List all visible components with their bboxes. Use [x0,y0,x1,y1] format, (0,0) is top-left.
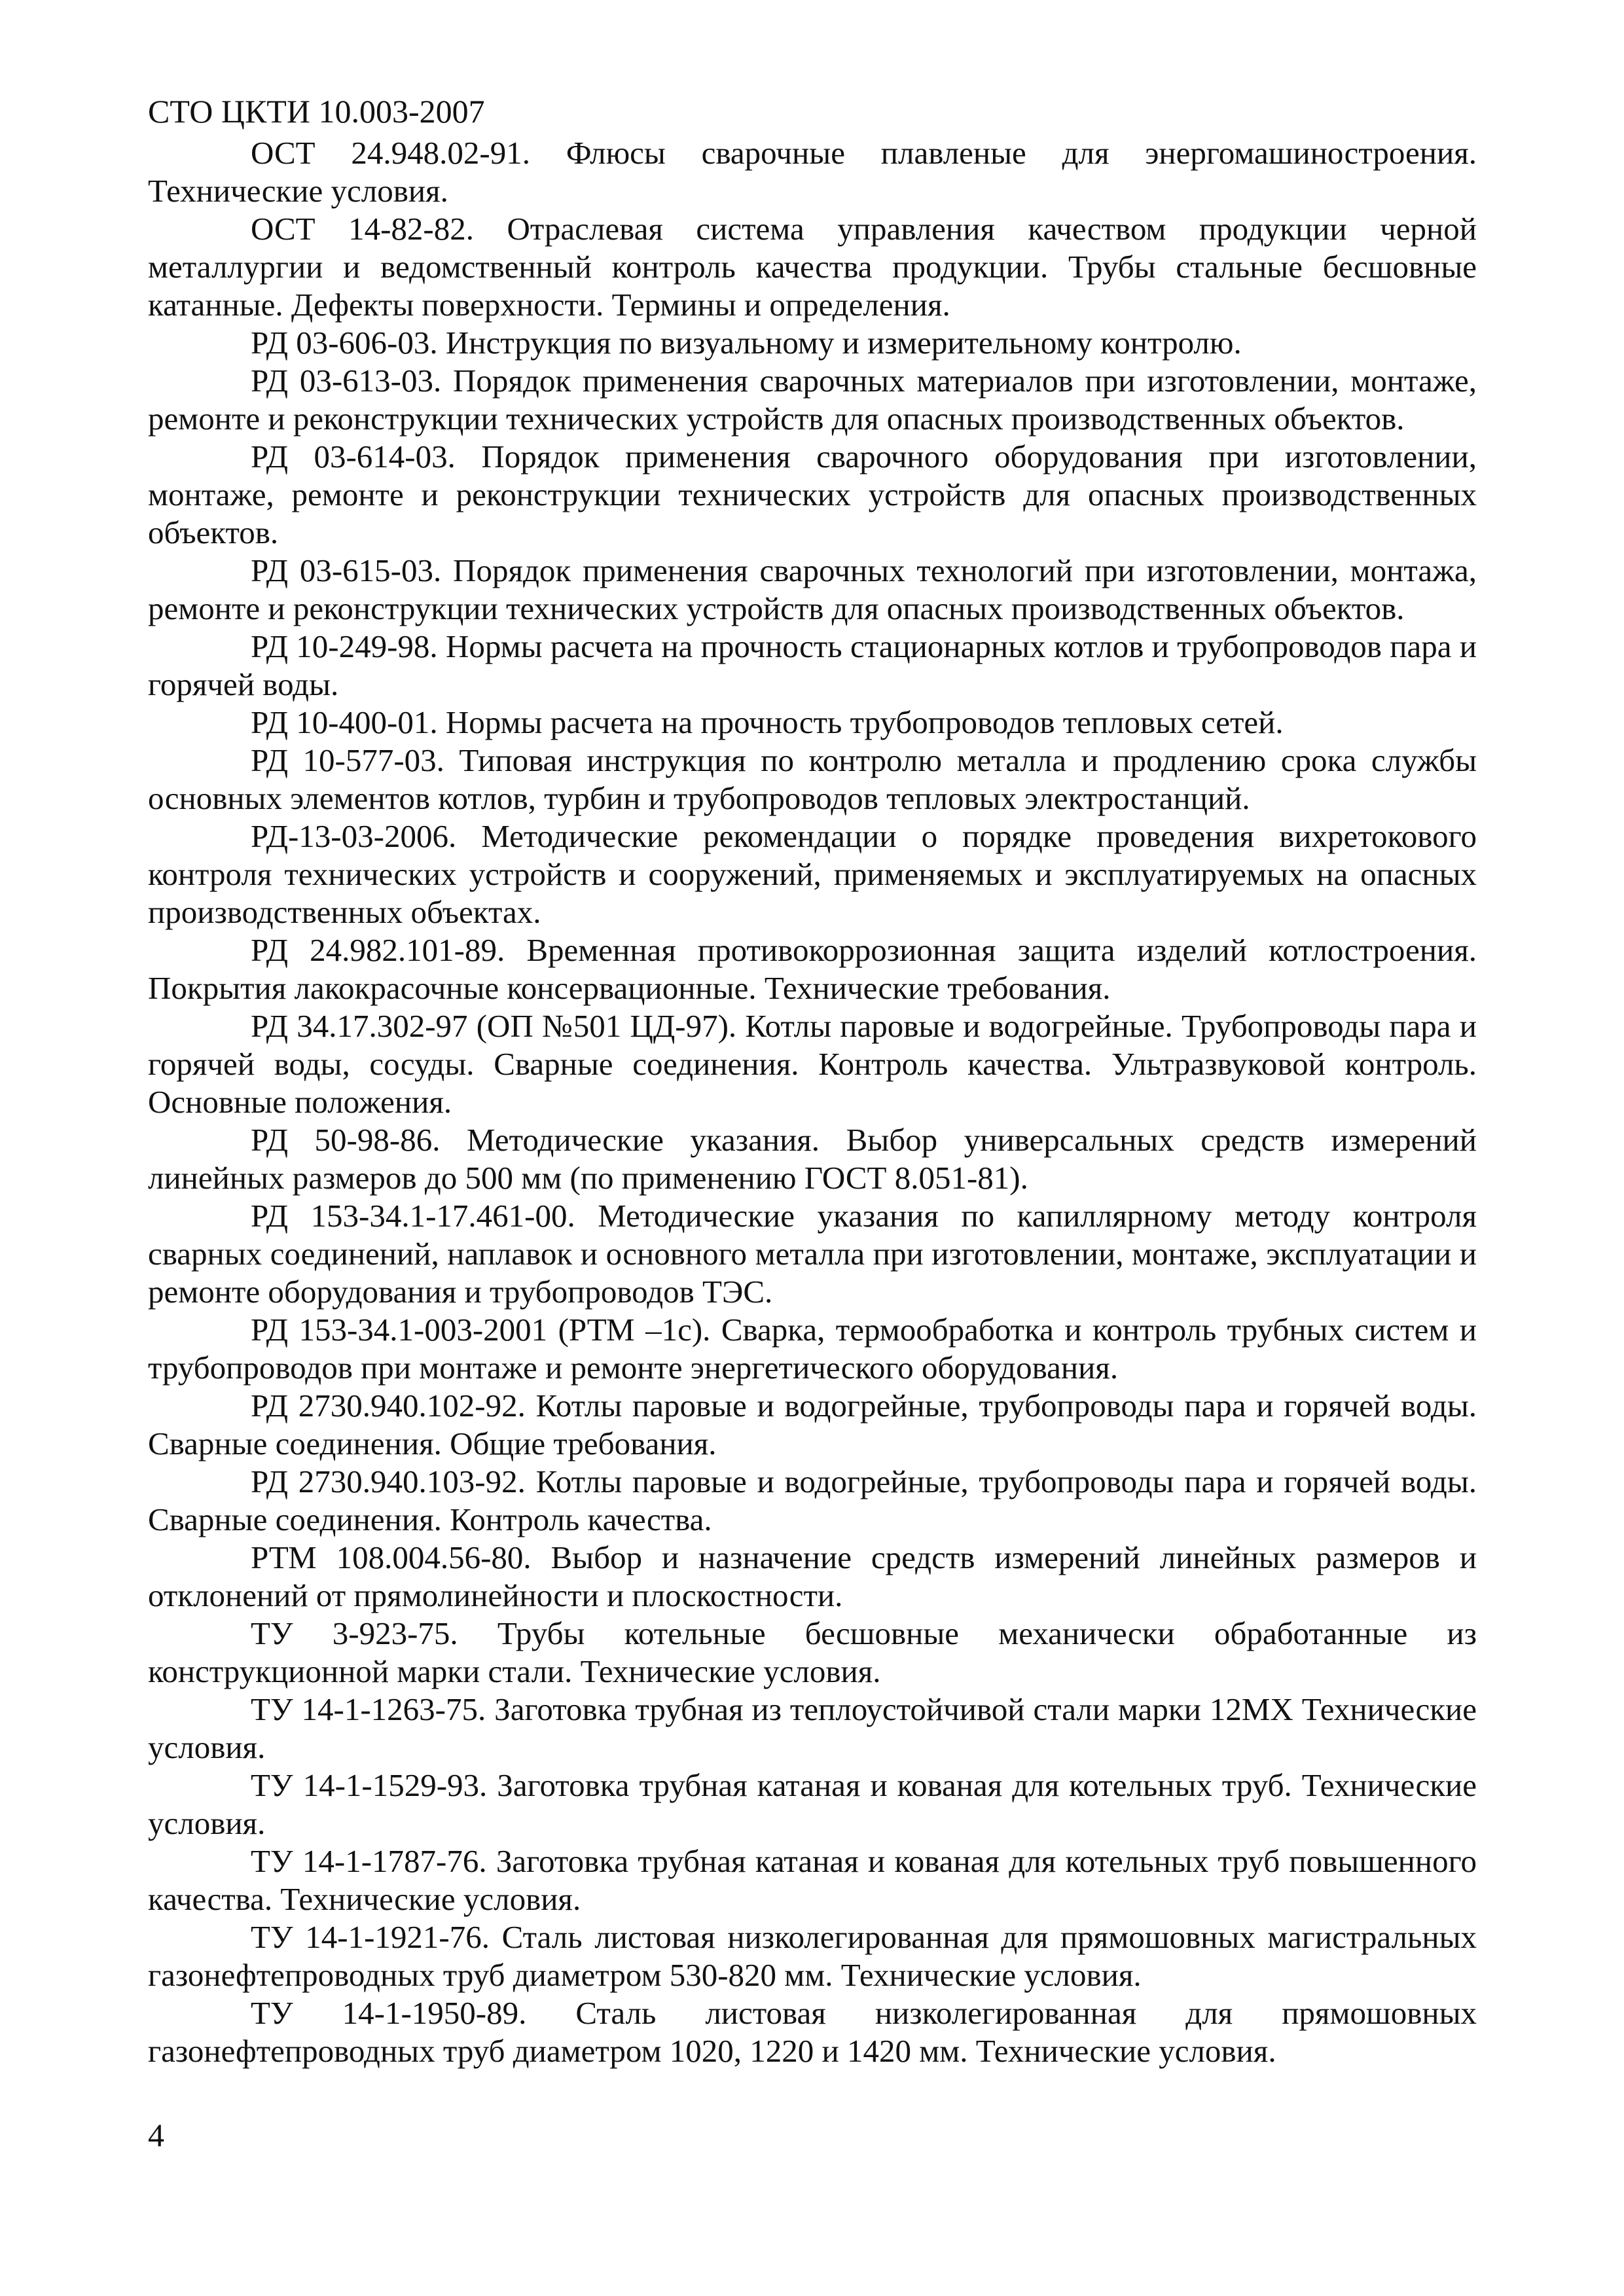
reference-item: РД 153-34.1-17.461-00. Методические указания по капиллярному методу контроля сварных соединений, наплавок и основного металла при изготовлении, монтаже, эксплуатации и ремонте оборудования и трубопроводов ТЭС. [148,1198,1477,1310]
reference-item: РД 03-615-03. Порядок применения сварочных технологий при изготовлении, монтажа, ремонте и реконструкции технических устройств для опасных производственных объектов. [148,552,1477,626]
reference-item: РД 10-577-03. Типовая инструкция по контролю металла и продлению срока службы основных элементов котлов, турбин и трубопроводов тепловых электростанций. [148,742,1477,816]
reference-item: ТУ 14-1-1921-76. Сталь листовая низколегированная для прямошовных магистральных газонефтепроводных труб диаметром 530-820 мм. Технические условия. [148,1919,1477,1993]
reference-item: ТУ 14-1-1529-93. Заготовка трубная катаная и кованая для котельных труб. Технические условия. [148,1767,1477,1841]
reference-item: РД 2730.940.102-92. Котлы паровые и водогрейные, трубопроводы пара и горячей воды. Сварные соединения. Общие требования. [148,1388,1477,1462]
reference-item: РД 153-34.1-003-2001 (РТМ –1с). Сварка, термообработка и контроль трубных систем и трубопроводов при монтаже и ремонте энергетического оборудования. [148,1312,1477,1386]
reference-item: РТМ 108.004.56-80. Выбор и назначение средств измерений линейных размеров и отклонений от прямолинейности и плоскостности. [148,1539,1477,1613]
reference-item: ТУ 14-1-1787-76. Заготовка трубная катаная и кованая для котельных труб повышенного качества. Технические условия. [148,1843,1477,1917]
reference-item: ТУ 14-1-1950-89. Сталь листовая низколегированная для прямошовных газонефтепроводных труб диаметром 1020, 1220 и 1420 мм. Технические условия. [148,1995,1477,2069]
reference-item: РД 10-249-98. Нормы расчета на прочность стационарных котлов и трубопроводов пара и горячей воды. [148,628,1477,702]
reference-item: РД 03-614-03. Порядок применения сварочного оборудования при изготовлении, монтаже, ремонте и реконструкции технических устройств для опасных производственных объектов. [148,439,1477,550]
reference-item: РД-13-03-2006. Методические рекомендации о порядке проведения вихретокового контроля технических устройств и сооружений, применяемых и эксплуатируемых на опасных производственных объектах. [148,818,1477,930]
reference-item: РД 50-98-86. Методические указания. Выбор универсальных средств измерений линейных размеров до 500 мм (по применению ГОСТ 8.051-81). [148,1122,1477,1196]
reference-item: ТУ 3-923-75. Трубы котельные бесшовные механически обработанные из конструкционной марки стали. Технические условия. [148,1615,1477,1689]
reference-item: РД 03-613-03. Порядок применения сварочных материалов при изготовлении, монтаже, ремонте и реконструкции технических устройств для опасных производственных объектов. [148,363,1477,437]
reference-item: ТУ 14-1-1263-75. Заготовка трубная из теплоустойчивой стали марки 12МХ Технические условия. [148,1691,1477,1765]
reference-item: РД 2730.940.103-92. Котлы паровые и водогрейные, трубопроводы пара и горячей воды. Сварные соединения. Контроль качества. [148,1463,1477,1537]
page-number: 4 [148,2117,164,2153]
reference-item: ОСТ 14-82-82. Отраслевая система управления качеством продукции черной металлургии и ведомственный контроль качества продукции. Трубы стальные бесшовные катанные. Дефекты поверхности. Термины и определения. [148,211,1477,323]
references-list [148,134,1477,2070]
document-header-code: СТО ЦКТИ 10.003-2007 [148,93,485,130]
reference-item: ОСТ 24.948.02-91. Флюсы сварочные плавленые для энергомашиностроения. Технические условия. [148,135,1477,209]
reference-item: РД 03-606-03. Инструкция по визуальному и измерительному контролю. [251,325,1242,361]
reference-item: РД 10-400-01. Нормы расчета на прочность трубопроводов тепловых сетей. [251,704,1284,740]
reference-item: РД 34.17.302-97 (ОП №501 ЦД-97). Котлы паровые и водогрейные. Трубопроводы пара и горячей воды, сосуды. Сварные соединения. Контроль качества. Ультразвуковой контроль. Основные положения. [148,1008,1477,1120]
reference-item: РД 24.982.101-89. Временная противокоррозионная защита изделий котлостроения. Покрытия лакокрасочные консервационные. Технические требования. [148,932,1477,1006]
